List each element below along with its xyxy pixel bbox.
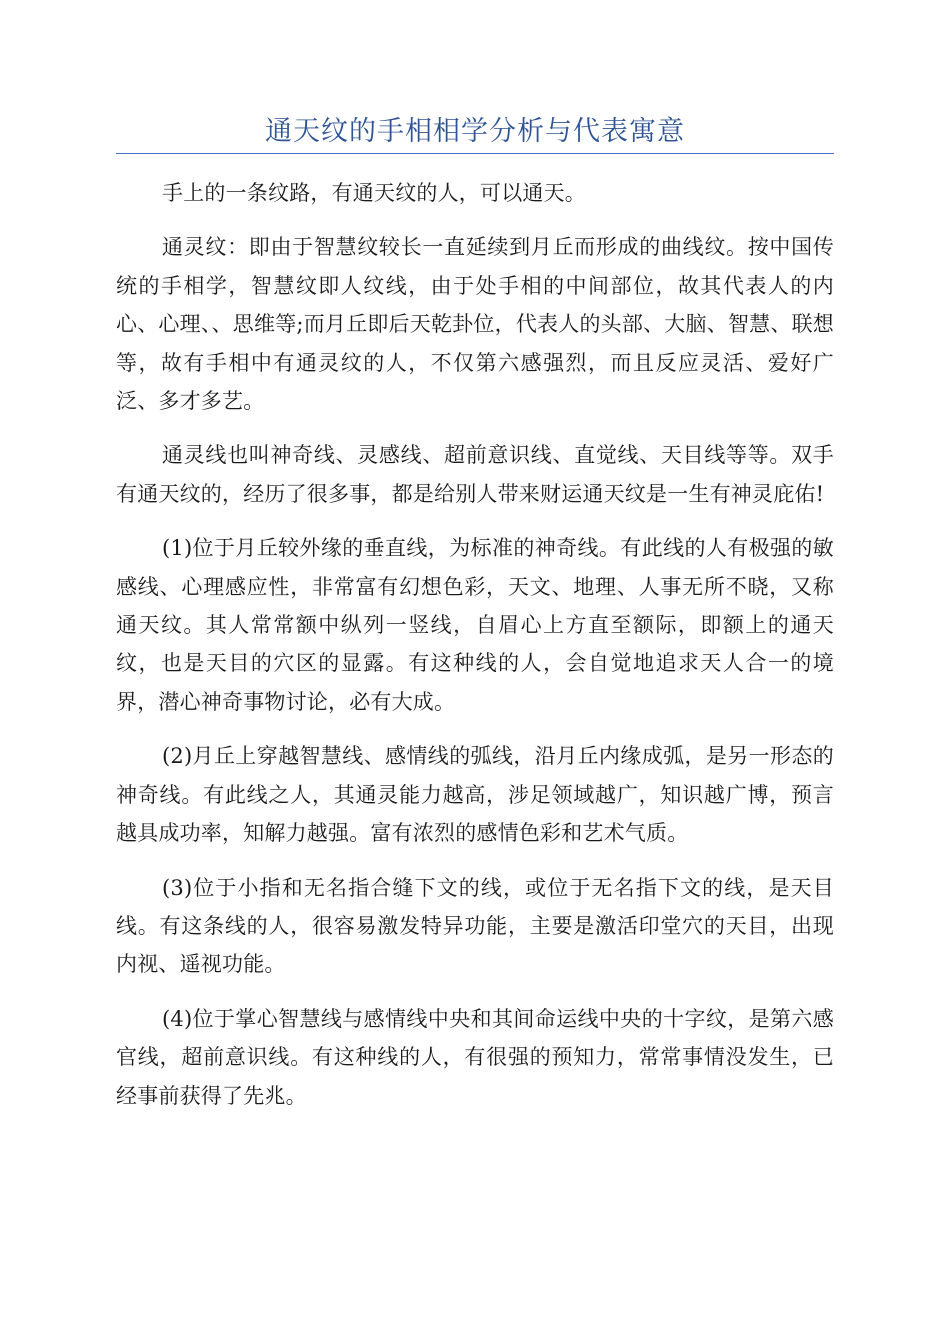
paragraph-point-2: (2)月丘上穿越智慧线、感情线的弧线，沿月丘内缘成弧，是另一形态的神奇线。有此线之人，其通灵能力越高，涉足领域越广，知识越广博，预言越具成功率，知解力越强。富有浓烈的感情色彩和艺术气质。	[116, 744, 834, 846]
paragraph-point-4: (4)位于掌心智慧线与感情线中央和其间命运线中央的十字纹，是第六感官线，超前意识线。有这种线的人，有很强的预知力，常常事情没发生，已经事前获得了先兆。	[116, 1006, 834, 1108]
paragraph-point-1: (1)位于月丘较外缘的垂直线，为标准的神奇线。有此线的人有极强的敏感线、心理感应性，非常富有幻想色彩，天文、地理、人事无所不晓，又称通天纹。其人常常额中纵列一竖线，自眉心上方直至额际，即额上的通天纹，也是天目的穴区的显露。有这种线的人，会自觉地追求天人合一的境界，潜心神奇事物讨论，必有大成。	[116, 536, 834, 714]
title-underline	[116, 153, 834, 154]
paragraph-intro: 手上的一条纹路，有通天纹的人，可以通天。	[162, 181, 586, 205]
document-body	[116, 174, 834, 1131]
page-title: 通天纹的手相相学分析与代表寓意	[265, 116, 685, 147]
paragraph-tongling-definition: 通灵纹：即由于智慧纹较长一直延续到月丘而形成的曲线纹。按中国传统的手相学，智慧纹即人纹线，由于处手相的中间部位，故其代表人的内心、心理、、思维等;而月丘即后天乾卦位，代表人的头部、大脑、智慧、联想等，故有手相中有通灵纹的人，不仅第六感强烈，而且反应灵活、爱好广泛、多才多艺。	[116, 235, 834, 414]
paragraph-point-3: (3)位于小指和无名指合缝下文的线，或位于无名指下文的线，是天目线。有这条线的人，很容易激发特异功能，主要是激活印堂穴的天目，出现内视、遥视功能。	[116, 875, 834, 977]
paragraph-alias-names: 通灵线也叫神奇线、灵感线、超前意识线、直觉线、天目线等等。双手有通天纹的，经历了很多事，都是给别人带来财运通天纹是一生有神灵庇佑!	[116, 443, 834, 506]
